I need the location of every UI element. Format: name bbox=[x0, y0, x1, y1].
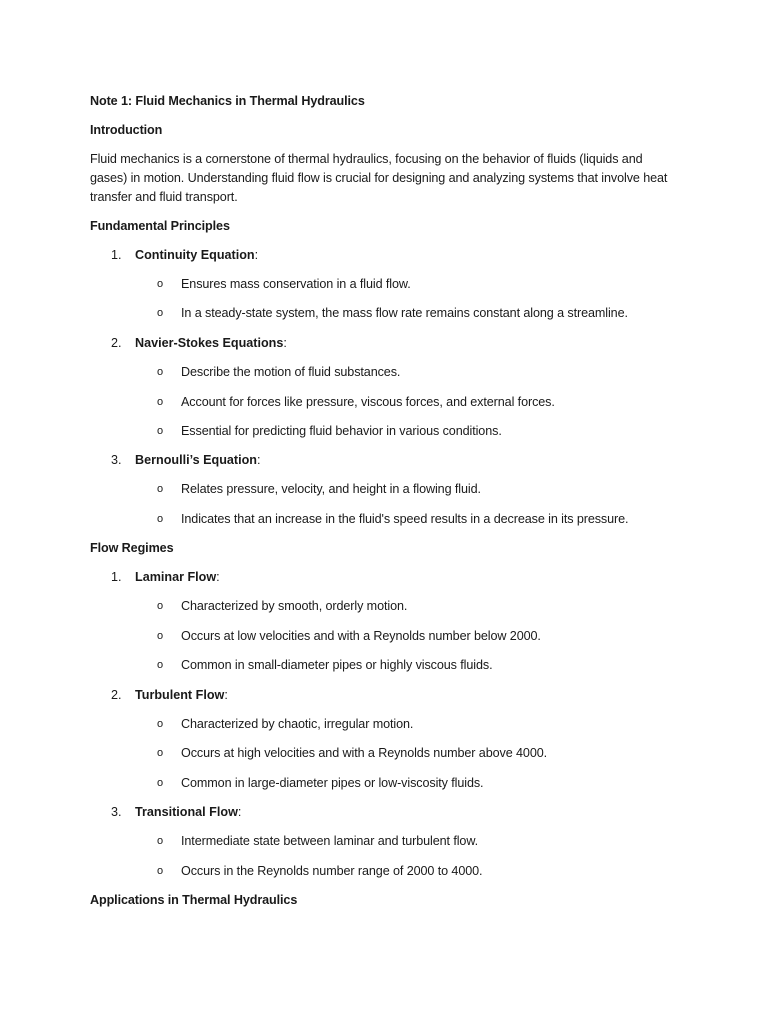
list-number: 3. bbox=[111, 805, 122, 819]
bullet-icon: o bbox=[157, 396, 164, 408]
section-heading-fundamental-principles: Fundamental Principles bbox=[90, 219, 230, 233]
list-item-title: Continuity Equation: bbox=[135, 248, 259, 262]
list-item: Characterized by smooth, orderly motion. bbox=[181, 599, 408, 613]
list-item: Common in small-diameter pipes or highly viscous fluids. bbox=[181, 658, 493, 672]
bullet-icon: o bbox=[157, 307, 164, 319]
list-item: Essential for predicting fluid behavior in various conditions. bbox=[181, 424, 502, 438]
list-item: Intermediate state between laminar and turbulent flow. bbox=[181, 834, 479, 848]
list-item-title: Transitional Flow: bbox=[135, 805, 242, 819]
list-item: Describe the motion of fluid substances. bbox=[181, 365, 401, 379]
list-item: In a steady-state system, the mass flow rate remains constant along a streamline. bbox=[181, 306, 628, 320]
list-number: 2. bbox=[111, 336, 122, 350]
bullet-icon: o bbox=[157, 630, 164, 642]
list-item: Occurs at low velocities and with a Reynolds number below 2000. bbox=[181, 629, 541, 643]
bullet-icon: o bbox=[157, 366, 164, 378]
list-item-title: Laminar Flow: bbox=[135, 570, 220, 584]
bullet-icon: o bbox=[157, 718, 164, 730]
bullet-icon: o bbox=[157, 747, 164, 759]
bullet-icon: o bbox=[157, 600, 164, 612]
list-item: Occurs at high velocities and with a Reynolds number above 4000. bbox=[181, 746, 548, 760]
bullet-icon: o bbox=[157, 483, 164, 495]
section-heading-flow-regimes: Flow Regimes bbox=[90, 541, 174, 555]
bullet-icon: o bbox=[157, 777, 164, 789]
list-item: Account for forces like pressure, viscous forces, and external forces. bbox=[181, 395, 555, 409]
bullet-icon: o bbox=[157, 835, 164, 847]
bullet-icon: o bbox=[157, 659, 164, 671]
list-item-title: Turbulent Flow: bbox=[135, 688, 228, 702]
bullet-icon: o bbox=[157, 865, 164, 877]
list-item: Common in large-diameter pipes or low-viscosity fluids. bbox=[181, 776, 484, 790]
list-number: 1. bbox=[111, 570, 122, 584]
bullet-icon: o bbox=[157, 425, 164, 437]
section-heading-applications: Applications in Thermal Hydraulics bbox=[90, 893, 298, 907]
list-item: Relates pressure, velocity, and height in a flowing fluid. bbox=[181, 482, 481, 496]
list-number: 1. bbox=[111, 248, 122, 262]
list-item: Indicates that an increase in the fluid's speed results in a decrease in its pressure. bbox=[181, 512, 629, 526]
section-heading-introduction: Introduction bbox=[90, 123, 163, 137]
list-item: Occurs in the Reynolds number range of 2000 to 4000. bbox=[181, 864, 483, 878]
document-title: Note 1: Fluid Mechanics in Thermal Hydraulics bbox=[90, 94, 365, 108]
introduction-paragraph: Fluid mechanics is a cornerstone of thermal hydraulics, focusing on the behavior of fluids (liquids and gases) in motion. Understanding fluid flow is crucial for designing and analyzing systems that involve heat transfer and fluid transport. bbox=[90, 152, 668, 205]
list-item-title: Bernoulli’s Equation: bbox=[135, 453, 261, 467]
list-number: 3. bbox=[111, 453, 122, 467]
list-item-title: Navier-Stokes Equations: bbox=[135, 336, 287, 350]
list-item: Ensures mass conservation in a fluid flow. bbox=[181, 277, 411, 291]
list-item: Characterized by chaotic, irregular motion. bbox=[181, 717, 414, 731]
bullet-icon: o bbox=[157, 513, 164, 525]
bullet-icon: o bbox=[157, 278, 164, 290]
list-number: 2. bbox=[111, 688, 122, 702]
